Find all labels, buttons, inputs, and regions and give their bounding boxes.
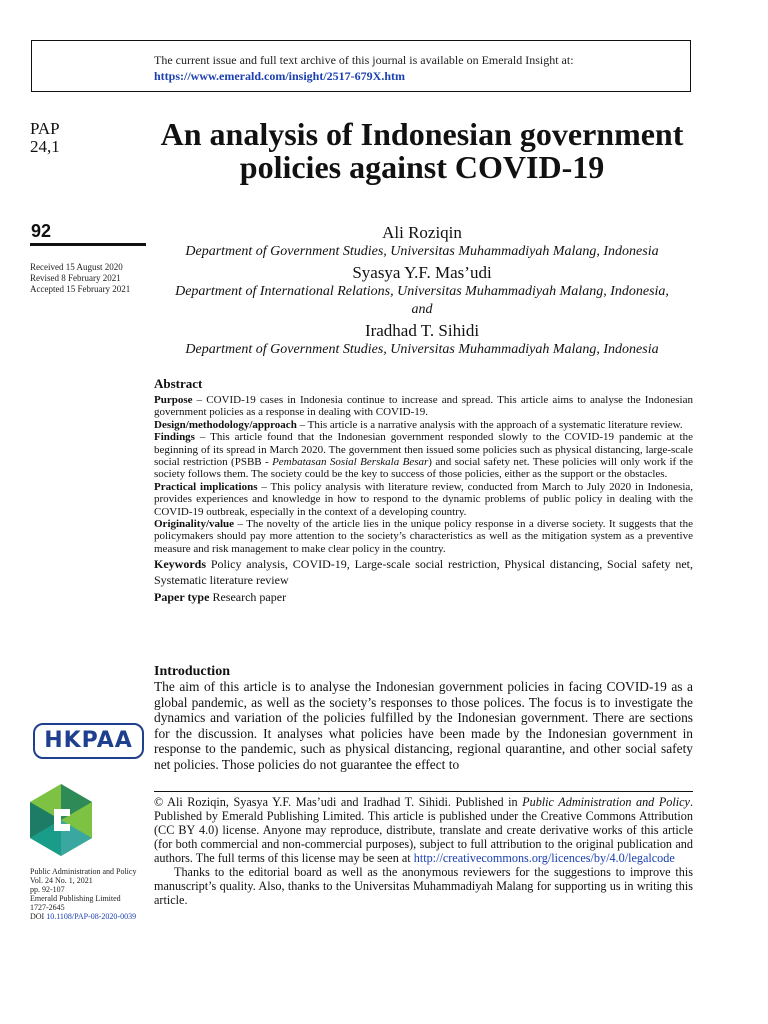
purpose-label: Purpose	[154, 394, 193, 406]
journal-name: Public Administration and Policy	[30, 867, 137, 876]
keywords-label: Keywords	[154, 557, 206, 572]
practical-label: Practical implications	[154, 480, 258, 493]
publication-info	[30, 867, 136, 921]
author-name: Iradhad T. Sihidi	[364, 321, 480, 340]
author-affiliation: Department of International Relations, Universitas Muhammadiyah Malang, Indonesia, and	[175, 284, 669, 317]
license-link[interactable]: http://creativecommons.org/licences/by/4.0/legalcode	[413, 851, 675, 865]
introduction-text: The aim of this article is to analyse the Indonesian government policies in facing COVID-19 as a global pandemic, as well as the society’s responses to those polices. The focus is to investigate the dynamics and variation of the policies fulfilled by the Indonesian government. There are sections for the discussion. It analyses what policies have been made by the Indonesian government in response to the pandemic, such as physical distancing, regional quarantine, and other social safety net policies. Those policies do not guarantee the effect to	[154, 679, 693, 772]
doi-line	[30, 912, 136, 921]
findings-text-cont: ) and social safety net. These policies will only work if the society follows them. The society could be the key to success of those policies, either as the support or the obstacles.	[154, 456, 693, 481]
originality-label: Originality/value	[154, 518, 235, 531]
license-divider	[154, 791, 693, 792]
acknowledgements: Thanks to the editorial board as well as the anonymous reviewers for the suggestions to improve this manuscript’s quality. Also, thanks to the Universitas Muhammadiyah Malang for supporting us in writing this article.	[154, 865, 693, 907]
author-affiliation: Department of Government Studies, Universitas Muhammadiyah Malang, Indonesia	[185, 342, 659, 357]
issn: 1727-2645	[30, 903, 65, 912]
psbb-term: Pembatasan Sosial Berskala Besar	[272, 456, 429, 469]
journal-code: PAP	[30, 119, 60, 138]
volume-issue: 24,1	[30, 137, 60, 156]
author-list	[152, 223, 692, 361]
accepted-date: Accepted 15 February 2021	[30, 284, 131, 294]
abstract-paper-type	[154, 589, 693, 605]
abstract-purpose	[154, 394, 693, 419]
abstract-keywords	[154, 556, 693, 588]
paper-type-text: Research paper	[209, 590, 287, 605]
hkpaa-logo-text: HKPAA	[44, 728, 133, 753]
introduction-heading: Introduction	[154, 664, 230, 679]
paper-type-label: Paper type	[154, 590, 210, 605]
abstract-originality	[154, 518, 693, 555]
journal-name-italic: Public Administration and Policy	[522, 795, 690, 809]
received-date: Received 15 August 2020	[30, 262, 123, 272]
abstract-practical	[154, 481, 693, 518]
page-number: 92	[31, 221, 52, 241]
practical-text: – This policy analysis with literature review, conducted from March to July 2020 in Indonesia, provides experiences and knowledge in how to respond to the dynamic problems of public policy in dealing with the COVID-19 outbreak, especially in the context of a developing country.	[154, 480, 694, 518]
design-label: Design/methodology/approach	[154, 418, 297, 431]
emerald-logo-icon	[30, 784, 92, 856]
article-title: An analysis of Indonesian government policies against COVID-19	[160, 116, 684, 185]
volume-info: Vol. 24 No. 1, 2021	[30, 876, 93, 885]
findings-label: Findings	[154, 431, 195, 444]
publisher: Emerald Publishing Limited	[30, 894, 121, 903]
doi-link[interactable]: 10.1108/PAP-08-2020-0039	[46, 912, 137, 921]
archive-link[interactable]: https://www.emerald.com/insight/2517-679X.htm	[154, 69, 405, 83]
license-section	[154, 795, 693, 907]
keywords-text: Policy analysis, COVID-19, Large-scale social restriction, Physical distancing, Social safety net, Systematic literature review	[154, 557, 693, 588]
findings-text: – This article found that the Indonesian government responded slowly to the COVID-19 pandemic at the beginning of its spread in March 2020. The government then issued some policies such as physical distancing, large-scale social restriction (PSBB -	[154, 431, 693, 469]
license-text	[154, 795, 693, 865]
revised-date: Revised 8 February 2021	[30, 273, 121, 283]
abstract-heading: Abstract	[154, 376, 203, 391]
journal-abbreviation	[30, 120, 60, 156]
abstract-findings	[154, 431, 693, 481]
journal-archive-banner	[31, 40, 691, 92]
author-name: Syasya Y.F. Mas’udi	[352, 263, 492, 282]
sidebar-divider	[30, 243, 146, 246]
abstract-design	[154, 419, 693, 431]
author-affiliation: Department of Government Studies, Universitas Muhammadiyah Malang, Indonesia	[185, 244, 659, 259]
purpose-text: – COVID-19 cases in Indonesia continue to increase and spread. This article aims to analyse the Indonesian government policies as a response in dealing with COVID-19.	[154, 394, 693, 419]
introduction-section	[154, 664, 693, 772]
archive-notice: The current issue and full text archive of this journal is available on Emerald Insight at:	[154, 53, 574, 67]
doi-label: DOI	[30, 912, 45, 921]
hkpaa-logo	[33, 723, 144, 759]
design-text: – This article is a narrative analysis with the approach of a systematic literature review.	[296, 418, 683, 431]
article-dates	[30, 262, 130, 295]
license-terms: . Published by Emerald Publishing Limited. This article is published under the Creative Commons Attribution (CC BY 4.0) license. Anyone may reproduce, distribute, translate and create derivative works of this article (for both commercial and non-commercial purposes), subject to full attribution to the original publication and authors. The full terms of this license may be seen at	[154, 795, 693, 865]
originality-text: – The novelty of the article lies in the unique policy response in a diverse society. It suggests that the policymakers should pay more attention to the society’s characteristics as well as the mitigation system as a preventive measure and risk management to make clear policy in the country.	[154, 518, 693, 555]
copyright-text: © Ali Roziqin, Syasya Y.F. Mas’udi and Iradhad T. Sihidi. Published in	[154, 795, 523, 809]
abstract-section	[154, 376, 693, 605]
author-name: Ali Roziqin	[382, 223, 462, 242]
page-range: pp. 92-107	[30, 885, 65, 894]
